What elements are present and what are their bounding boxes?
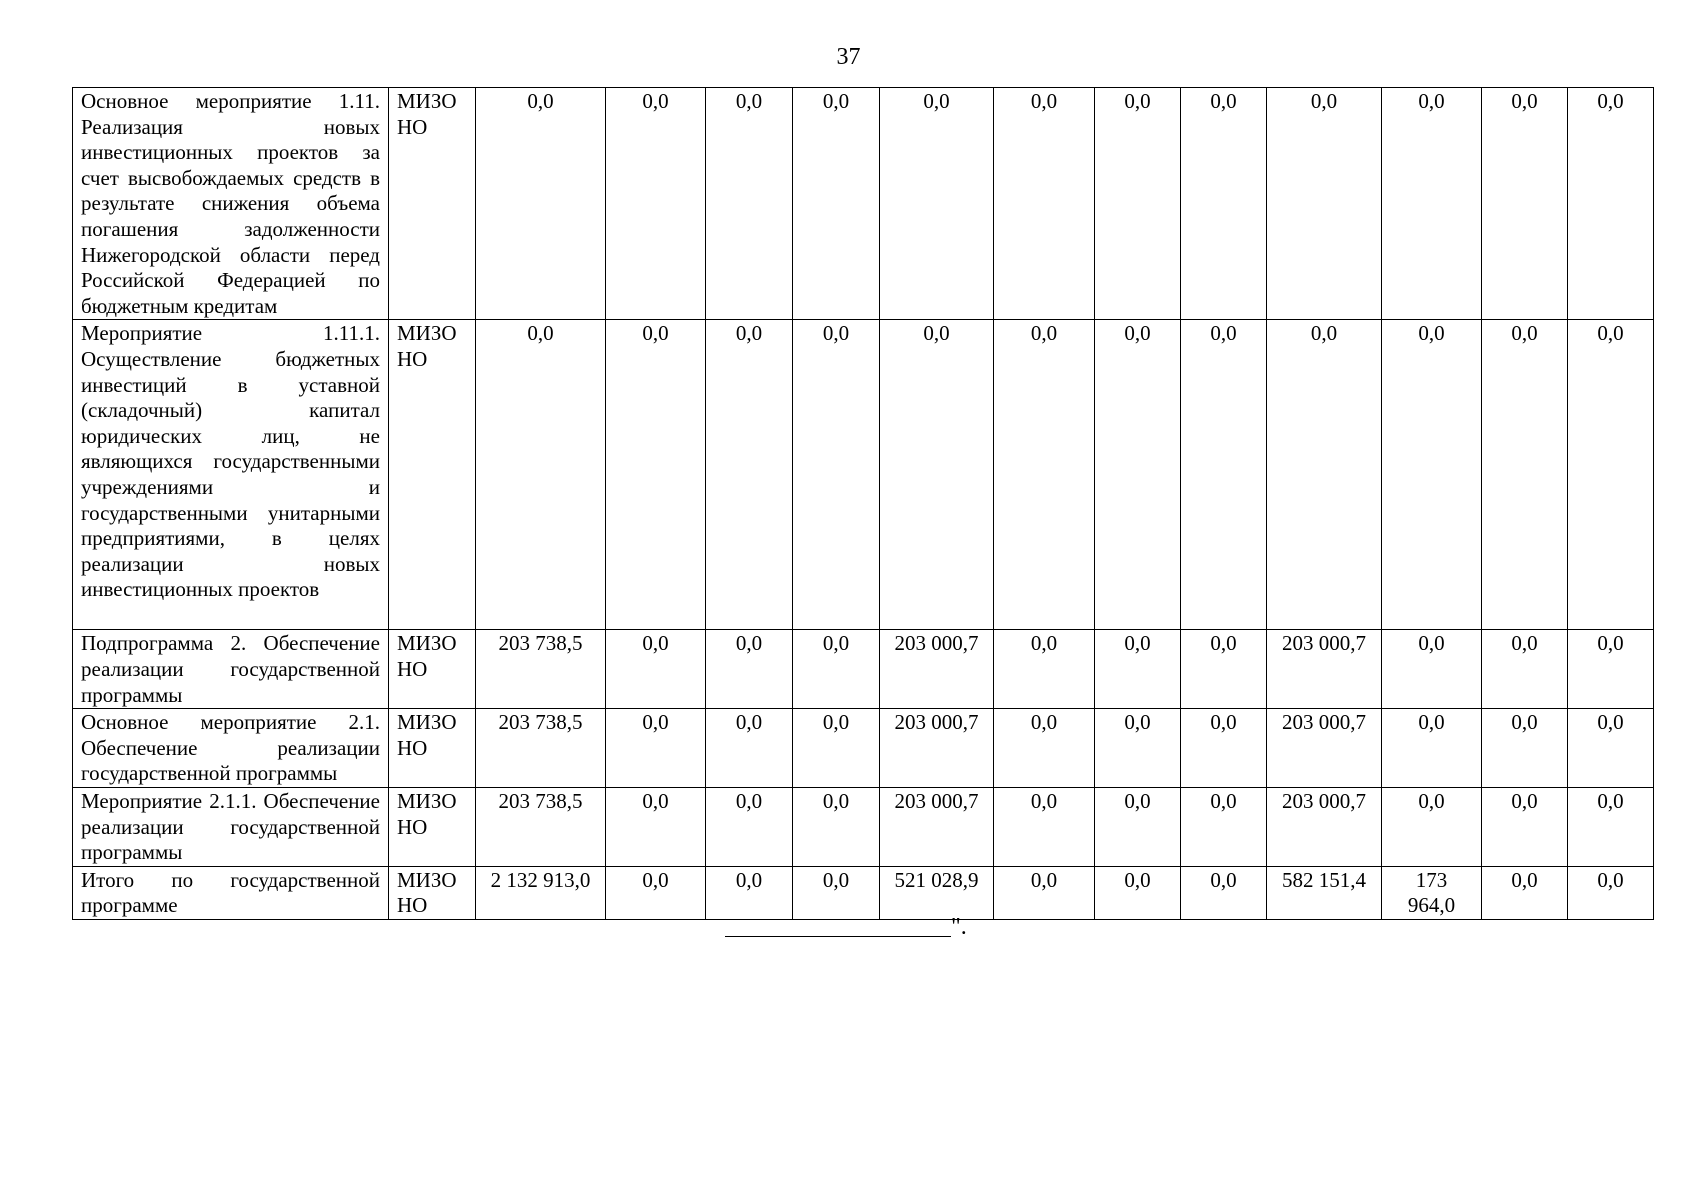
table-row xyxy=(73,88,1654,320)
row-executor-cell: МИЗО НО xyxy=(389,866,476,919)
row-value-cell: 0,0 xyxy=(994,787,1095,866)
row-value-cell: 0,0 xyxy=(1382,88,1482,320)
row-value-cell: 203 738,5 xyxy=(476,787,606,866)
row-value-cell: 0,0 xyxy=(1181,88,1267,320)
row-executor-cell: МИЗО НО xyxy=(389,88,476,320)
row-value-cell: 0,0 xyxy=(1181,787,1267,866)
row-value-cell: 203 738,5 xyxy=(476,630,606,709)
row-executor-cell: МИЗО НО xyxy=(389,787,476,866)
closing-quote: ". xyxy=(951,914,967,940)
table-body xyxy=(73,88,1654,920)
row-value-cell: 0,0 xyxy=(994,630,1095,709)
row-value-cell: 0,0 xyxy=(1568,787,1654,866)
row-value-cell: 0,0 xyxy=(1382,320,1482,630)
row-value-cell: 203 000,7 xyxy=(880,787,994,866)
row-value-cell: 0,0 xyxy=(1382,787,1482,866)
row-value-cell: 0,0 xyxy=(1482,866,1568,919)
table-row xyxy=(73,320,1654,630)
row-value-cell: 0,0 xyxy=(1267,320,1382,630)
row-value-cell: 0,0 xyxy=(1382,630,1482,709)
row-value-cell: 2 132 913,0 xyxy=(476,866,606,919)
row-value-cell: 0,0 xyxy=(606,709,706,788)
row-value-cell: 203 738,5 xyxy=(476,709,606,788)
closing-mark xyxy=(725,912,967,942)
row-value-cell: 0,0 xyxy=(994,88,1095,320)
row-value-cell: 0,0 xyxy=(793,630,880,709)
row-value-cell: 203 000,7 xyxy=(880,709,994,788)
row-value-cell: 0,0 xyxy=(606,88,706,320)
row-value-cell: 0,0 xyxy=(1482,88,1568,320)
row-value-cell: 0,0 xyxy=(1482,320,1568,630)
row-value-cell: 0,0 xyxy=(1568,88,1654,320)
row-value-cell: 0,0 xyxy=(1482,630,1568,709)
row-value-cell: 0,0 xyxy=(1382,709,1482,788)
row-name-cell: Мероприятие 1.11.1. Осуществление бюджетных инвестиций в уставной (складочный) капитал юридических лиц, не являющихся государственными учреждениями и государственными унитарными предприятиями, в целях реализации новых инвестиционных проектов xyxy=(73,320,389,630)
row-value-cell: 0,0 xyxy=(706,630,793,709)
row-value-cell: 0,0 xyxy=(1181,866,1267,919)
row-value-cell: 0,0 xyxy=(476,320,606,630)
row-value-cell: 203 000,7 xyxy=(1267,709,1382,788)
row-value-cell: 0,0 xyxy=(1095,866,1181,919)
row-value-cell: 0,0 xyxy=(1095,709,1181,788)
row-value-cell: 0,0 xyxy=(606,787,706,866)
table-row xyxy=(73,630,1654,709)
row-value-cell: 0,0 xyxy=(706,88,793,320)
row-value-cell: 0,0 xyxy=(1568,709,1654,788)
row-value-cell: 582 151,4 xyxy=(1267,866,1382,919)
row-value-cell: 0,0 xyxy=(1267,88,1382,320)
row-value-cell: 0,0 xyxy=(793,320,880,630)
row-value-cell: 0,0 xyxy=(793,709,880,788)
row-value-cell: 0,0 xyxy=(1568,866,1654,919)
row-value-cell: 0,0 xyxy=(606,320,706,630)
row-value-cell: 0,0 xyxy=(606,866,706,919)
row-name-cell: Основное мероприятие 1.11. Реализация новых инвестиционных проектов за счет высвобождаемых средств в результате снижения объема погашения задолженности Нижегородской области перед Российской Федерацией по бюджетным кредитам xyxy=(73,88,389,320)
row-value-cell: 521 028,9 xyxy=(880,866,994,919)
row-value-cell: 0,0 xyxy=(994,709,1095,788)
row-name-cell: Мероприятие 2.1.1. Обеспечение реализации государственной программы xyxy=(73,787,389,866)
budget-table xyxy=(72,87,1654,920)
row-name-cell: Основное мероприятие 2.1. Обеспечение реализации государственной программы xyxy=(73,709,389,788)
row-value-cell: 0,0 xyxy=(793,88,880,320)
row-value-cell: 0,0 xyxy=(706,709,793,788)
row-value-cell: 203 000,7 xyxy=(1267,787,1382,866)
closing-underline xyxy=(725,912,951,937)
row-value-cell: 0,0 xyxy=(706,787,793,866)
row-value-cell: 0,0 xyxy=(1482,787,1568,866)
row-value-cell: 0,0 xyxy=(1181,320,1267,630)
row-value-cell: 0,0 xyxy=(606,630,706,709)
row-value-cell: 0,0 xyxy=(1568,320,1654,630)
row-value-cell: 173 964,0 xyxy=(1382,866,1482,919)
row-value-cell: 0,0 xyxy=(994,866,1095,919)
row-value-cell: 0,0 xyxy=(1181,709,1267,788)
row-value-cell: 0,0 xyxy=(1095,88,1181,320)
table-row xyxy=(73,709,1654,788)
row-executor-cell: МИЗО НО xyxy=(389,320,476,630)
row-value-cell: 203 000,7 xyxy=(880,630,994,709)
table-row xyxy=(73,787,1654,866)
row-value-cell: 0,0 xyxy=(994,320,1095,630)
row-executor-cell: МИЗО НО xyxy=(389,630,476,709)
row-name-cell: Итого по государственной программе xyxy=(73,866,389,919)
row-value-cell: 0,0 xyxy=(476,88,606,320)
row-value-cell: 0,0 xyxy=(1095,320,1181,630)
row-value-cell: 203 000,7 xyxy=(1267,630,1382,709)
row-name-cell: Подпрограмма 2. Обеспечение реализации государственной программы xyxy=(73,630,389,709)
row-value-cell: 0,0 xyxy=(706,866,793,919)
row-value-cell: 0,0 xyxy=(880,88,994,320)
row-executor-cell: МИЗО НО xyxy=(389,709,476,788)
row-value-cell: 0,0 xyxy=(793,866,880,919)
row-value-cell: 0,0 xyxy=(1568,630,1654,709)
row-value-cell: 0,0 xyxy=(1181,630,1267,709)
row-value-cell: 0,0 xyxy=(1095,630,1181,709)
row-value-cell: 0,0 xyxy=(1482,709,1568,788)
row-value-cell: 0,0 xyxy=(880,320,994,630)
row-value-cell: 0,0 xyxy=(706,320,793,630)
row-value-cell: 0,0 xyxy=(1095,787,1181,866)
page-number: 37 xyxy=(836,44,861,70)
row-value-cell: 0,0 xyxy=(793,787,880,866)
